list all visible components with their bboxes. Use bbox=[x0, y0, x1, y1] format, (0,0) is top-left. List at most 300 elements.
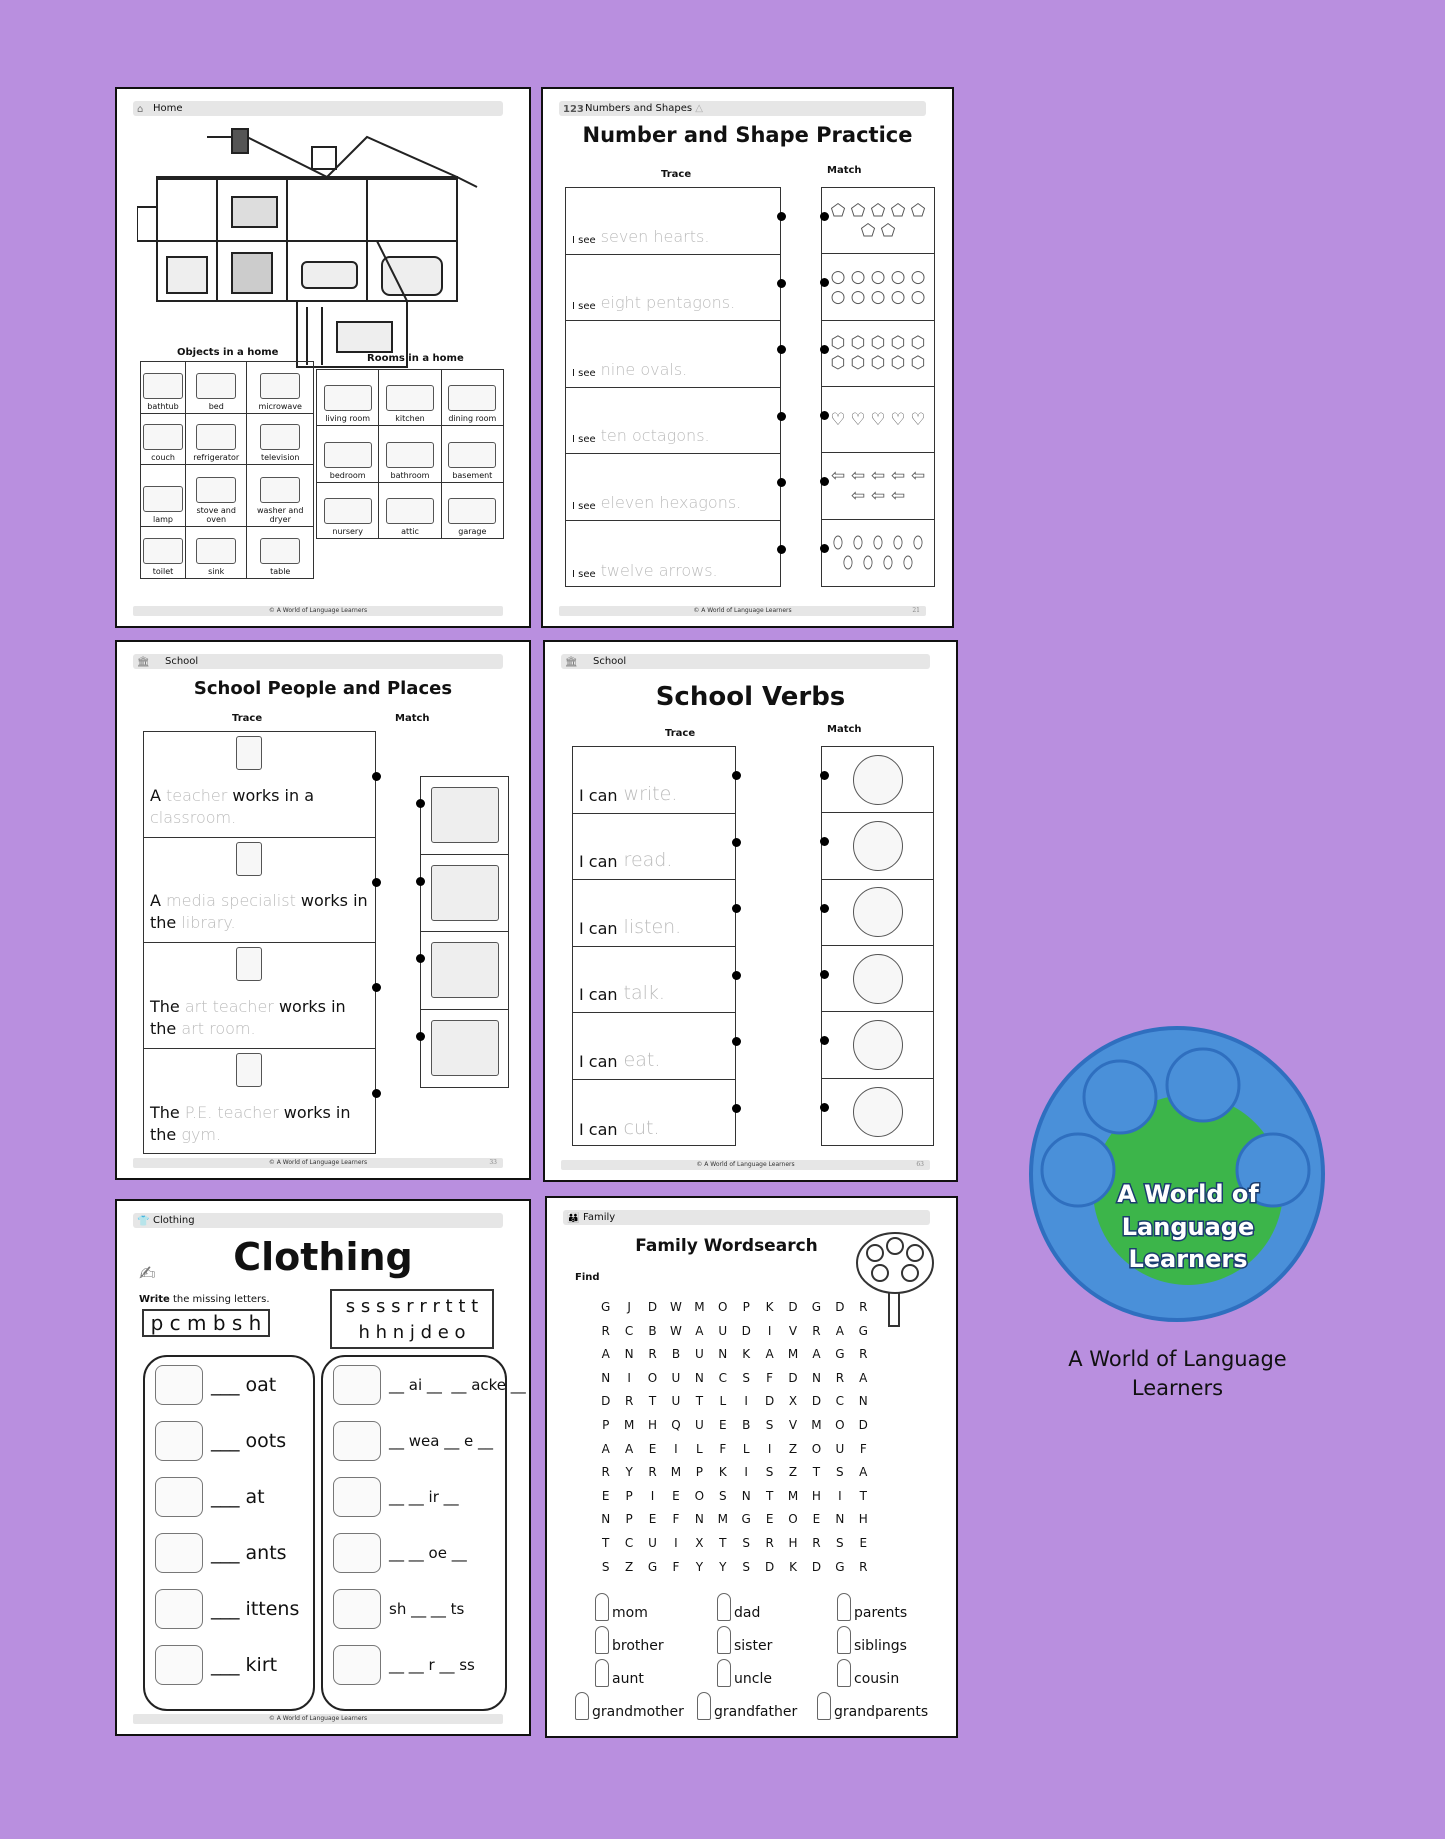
grid-letter[interactable]: E bbox=[765, 1512, 774, 1527]
grid-letter[interactable]: N bbox=[694, 1370, 704, 1385]
grid-letter[interactable]: F bbox=[672, 1559, 680, 1574]
grid-letter[interactable]: N bbox=[624, 1347, 634, 1362]
grid-letter[interactable]: E bbox=[672, 1488, 680, 1503]
missing-letters-word[interactable]: ___ at bbox=[211, 1486, 265, 1508]
grid-cell bbox=[141, 362, 186, 414]
grid-letter[interactable]: T bbox=[812, 1465, 821, 1480]
missing-letters-word[interactable]: __ ai __ __ acke __ bbox=[389, 1376, 526, 1394]
traced-text: P.E. teacher bbox=[184, 1103, 279, 1122]
word-item bbox=[595, 1593, 648, 1621]
grid-letter[interactable]: D bbox=[835, 1300, 845, 1314]
page-footer bbox=[133, 1158, 503, 1168]
table-row bbox=[317, 370, 504, 426]
illustration bbox=[260, 477, 300, 503]
objects-table bbox=[140, 361, 314, 579]
grid-letter[interactable]: D bbox=[788, 1370, 798, 1385]
sentence-prefix: I see bbox=[572, 301, 596, 313]
page-title: School People and Places bbox=[193, 678, 453, 699]
grid-letter[interactable]: M bbox=[623, 1417, 635, 1432]
grid-letter[interactable]: I bbox=[627, 1370, 631, 1385]
grid-letter[interactable]: R bbox=[648, 1465, 657, 1480]
grid-letter[interactable]: B bbox=[648, 1323, 657, 1338]
grid-letter[interactable]: R bbox=[601, 1323, 610, 1338]
grid-letter[interactable]: D bbox=[764, 1394, 775, 1409]
grid-letter[interactable]: T bbox=[648, 1394, 657, 1409]
grid-letter[interactable]: T bbox=[695, 1394, 704, 1409]
grid-letter[interactable]: G bbox=[835, 1347, 845, 1362]
page-number: 33 bbox=[489, 1159, 497, 1166]
worksheet-clothing bbox=[115, 1199, 531, 1736]
grid-letter[interactable]: E bbox=[718, 1417, 727, 1432]
match-dot[interactable] bbox=[820, 544, 829, 553]
clothing-illustration bbox=[333, 1477, 381, 1517]
place-picture bbox=[421, 932, 508, 1010]
sentence-text: works in the bbox=[150, 996, 346, 1038]
clothing-item bbox=[323, 1589, 505, 1629]
grid-letter[interactable]: D bbox=[788, 1300, 798, 1314]
match-dot[interactable] bbox=[732, 1104, 741, 1113]
grid-letter[interactable]: R bbox=[765, 1535, 774, 1550]
grid-letter[interactable]: R bbox=[835, 1370, 845, 1385]
grid-letter[interactable]: A bbox=[601, 1441, 610, 1456]
grid-letter[interactable]: I bbox=[744, 1394, 748, 1409]
illustration bbox=[448, 385, 496, 411]
match-dot[interactable] bbox=[777, 412, 786, 421]
grid-letter[interactable]: T bbox=[765, 1488, 774, 1503]
grid-letter[interactable]: I bbox=[767, 1441, 772, 1456]
shape-icon: ⇦ bbox=[830, 465, 846, 486]
grid-letter[interactable]: D bbox=[811, 1394, 822, 1409]
match-dot[interactable] bbox=[820, 1036, 829, 1045]
match-dot[interactable] bbox=[416, 799, 425, 808]
page-footer bbox=[133, 606, 503, 616]
grid-cell bbox=[441, 426, 503, 482]
grid-letter[interactable]: S bbox=[718, 1488, 727, 1503]
missing-letters-word[interactable]: ___ ittens bbox=[211, 1598, 300, 1620]
grid-letter[interactable]: D bbox=[601, 1394, 611, 1409]
item-label: sink bbox=[208, 567, 225, 576]
grid-letter[interactable]: U bbox=[835, 1441, 845, 1456]
match-dot[interactable] bbox=[820, 477, 829, 486]
action-picture bbox=[822, 1079, 933, 1145]
grid-letter[interactable]: P bbox=[742, 1300, 750, 1314]
grid-letter[interactable]: E bbox=[648, 1512, 657, 1527]
grid-letter[interactable]: Z bbox=[625, 1559, 634, 1574]
copyright: © A World of Language Learners bbox=[268, 1159, 368, 1166]
illustration bbox=[260, 373, 300, 399]
grid-letter[interactable]: I bbox=[674, 1441, 678, 1456]
trace-row bbox=[573, 880, 735, 947]
grid-letter[interactable]: I bbox=[767, 1323, 772, 1338]
grid-letter[interactable]: S bbox=[765, 1465, 774, 1480]
clothing-item bbox=[323, 1365, 526, 1405]
brand-caption bbox=[1030, 1345, 1325, 1403]
page-title: Family Wordsearch bbox=[635, 1236, 818, 1256]
grid-letter[interactable]: H bbox=[648, 1417, 658, 1432]
grid-letter[interactable]: S bbox=[765, 1417, 774, 1432]
grid-letter[interactable]: P bbox=[625, 1488, 633, 1503]
room-illustration bbox=[431, 942, 499, 998]
grid-letter[interactable]: A bbox=[859, 1370, 868, 1385]
grid-letter[interactable]: M bbox=[811, 1417, 822, 1432]
grid-letter[interactable]: A bbox=[835, 1323, 844, 1338]
sentence-text: The bbox=[150, 1103, 185, 1122]
grid-letter[interactable]: G bbox=[647, 1559, 658, 1574]
grid-letter[interactable]: R bbox=[812, 1535, 821, 1550]
grid-letter[interactable]: G bbox=[858, 1323, 868, 1338]
grid-letter[interactable]: W bbox=[670, 1300, 682, 1314]
grid-letter[interactable]: O bbox=[811, 1441, 822, 1456]
grid-letter[interactable]: F bbox=[719, 1441, 727, 1456]
grid-letter[interactable]: P bbox=[695, 1465, 703, 1480]
grid-letter[interactable]: Z bbox=[788, 1465, 798, 1480]
grid-letter[interactable]: W bbox=[670, 1323, 682, 1338]
worksheet-home bbox=[115, 87, 531, 628]
match-dot[interactable] bbox=[416, 1032, 425, 1041]
word-item bbox=[595, 1659, 644, 1687]
shape-icon: ⬯ bbox=[862, 552, 874, 573]
grid-letter[interactable]: V bbox=[788, 1323, 798, 1338]
grid-cell bbox=[186, 527, 247, 579]
grid-letter[interactable]: R bbox=[859, 1347, 868, 1362]
grid-letter[interactable]: S bbox=[742, 1535, 750, 1550]
match-dot[interactable] bbox=[820, 278, 829, 287]
grid-letter[interactable]: S bbox=[742, 1370, 750, 1385]
shape-icon: ⬠ bbox=[830, 200, 846, 221]
sentence-text: A bbox=[150, 785, 167, 805]
grid-letter[interactable]: S bbox=[601, 1559, 610, 1574]
grid-letter[interactable]: J bbox=[627, 1300, 631, 1314]
match-dot[interactable] bbox=[820, 345, 829, 354]
missing-letters-word[interactable]: __ __ ir __ bbox=[389, 1488, 459, 1506]
match-dot[interactable] bbox=[732, 771, 741, 780]
shape-icon: ○ bbox=[870, 286, 886, 307]
grid-letter[interactable]: Y bbox=[625, 1465, 633, 1480]
grid-letter[interactable]: D bbox=[764, 1559, 775, 1574]
grid-letter[interactable]: P bbox=[625, 1512, 633, 1527]
grid-letter[interactable]: T bbox=[719, 1535, 727, 1550]
grid-letter[interactable]: T bbox=[602, 1535, 610, 1550]
grid-letter[interactable]: P bbox=[602, 1417, 610, 1432]
illustration bbox=[143, 538, 183, 564]
grid-letter[interactable]: Y bbox=[719, 1559, 727, 1574]
match-dot[interactable] bbox=[732, 904, 741, 913]
grid-letter[interactable]: F bbox=[672, 1512, 680, 1527]
match-dot[interactable] bbox=[820, 1103, 829, 1112]
grid-letter[interactable]: N bbox=[601, 1370, 611, 1385]
trace-label: Trace bbox=[232, 713, 263, 724]
grid-letter[interactable]: A bbox=[812, 1347, 821, 1362]
match-dot[interactable] bbox=[372, 1089, 381, 1098]
person-illustration bbox=[236, 947, 262, 981]
family-member-icon bbox=[717, 1626, 731, 1654]
match-dot[interactable] bbox=[777, 478, 786, 487]
person-illustration bbox=[236, 842, 262, 876]
person-illustration bbox=[236, 1053, 262, 1087]
shape-icon: ⬠ bbox=[860, 220, 876, 241]
word-item bbox=[717, 1626, 772, 1654]
grid-cell bbox=[379, 426, 441, 482]
page-header bbox=[563, 1210, 930, 1225]
missing-letters-word[interactable]: __ __ oe __ bbox=[389, 1544, 467, 1562]
item-label: washer and dryer bbox=[256, 506, 304, 525]
clothing-illustration bbox=[333, 1533, 381, 1573]
shape-icon: ⬡ bbox=[890, 333, 906, 354]
grid-letter[interactable]: H bbox=[811, 1488, 821, 1503]
match-dot[interactable] bbox=[372, 772, 381, 781]
shape-group bbox=[822, 321, 934, 387]
grid-letter[interactable]: U bbox=[671, 1394, 681, 1409]
match-dot[interactable] bbox=[820, 212, 829, 221]
grid-letter[interactable]: S bbox=[742, 1559, 750, 1574]
place-picture bbox=[421, 1010, 508, 1088]
grid-letter[interactable]: S bbox=[836, 1465, 844, 1480]
missing-letters-word[interactable]: sh __ __ ts bbox=[389, 1600, 465, 1618]
match-dot[interactable] bbox=[777, 545, 786, 554]
grid-letter[interactable]: A bbox=[695, 1323, 704, 1338]
grid-letter[interactable]: U bbox=[671, 1370, 681, 1385]
missing-letters-word[interactable]: ___ kirt bbox=[211, 1654, 278, 1676]
match-dot[interactable] bbox=[820, 771, 829, 780]
missing-letters-word[interactable]: ___ oat bbox=[211, 1374, 277, 1396]
family-member-icon bbox=[717, 1659, 731, 1687]
traced-text: talk. bbox=[623, 982, 665, 1005]
match-dot[interactable] bbox=[416, 877, 425, 886]
shape-icon: ⬡ bbox=[830, 353, 846, 374]
item-label: couch bbox=[151, 453, 175, 463]
grid-letter[interactable]: D bbox=[647, 1300, 658, 1314]
grid-letter[interactable]: O bbox=[647, 1370, 658, 1385]
sentence-text: works in a bbox=[227, 785, 315, 805]
sentence-prefix: I can bbox=[579, 785, 618, 805]
grid-letter[interactable]: G bbox=[741, 1512, 751, 1527]
match-dot[interactable] bbox=[372, 983, 381, 992]
match-dot[interactable] bbox=[777, 279, 786, 288]
grid-letter[interactable]: K bbox=[789, 1559, 797, 1574]
grid-letter[interactable]: H bbox=[858, 1512, 868, 1527]
grid-letter[interactable]: M bbox=[787, 1347, 799, 1362]
match-dot[interactable] bbox=[820, 837, 829, 846]
match-dot[interactable] bbox=[820, 904, 829, 913]
grid-letter[interactable]: R bbox=[648, 1347, 657, 1362]
grid-letter[interactable]: G bbox=[811, 1300, 822, 1314]
sentence-prefix: I see bbox=[572, 434, 596, 446]
grid-letter[interactable]: N bbox=[811, 1370, 821, 1385]
grid-letter[interactable]: U bbox=[648, 1535, 657, 1550]
grid-letter[interactable]: H bbox=[788, 1535, 798, 1550]
match-dot[interactable] bbox=[372, 878, 381, 887]
grid-letter[interactable]: C bbox=[835, 1394, 845, 1409]
grid-letter[interactable]: D bbox=[858, 1417, 868, 1432]
grid-letter[interactable]: I bbox=[674, 1535, 678, 1550]
missing-letters-word[interactable]: __ __ r __ ss bbox=[389, 1656, 475, 1674]
shape-group bbox=[822, 188, 934, 254]
grid-letter[interactable]: R bbox=[812, 1323, 821, 1338]
grid-letter[interactable]: N bbox=[718, 1347, 728, 1362]
write-hand-icon: ✍ bbox=[139, 1261, 156, 1285]
grid-letter[interactable]: B bbox=[671, 1347, 681, 1362]
traced-text: teacher bbox=[166, 785, 228, 805]
trace-row bbox=[144, 1049, 375, 1155]
action-illustration bbox=[853, 954, 903, 1004]
traced-text: art teacher bbox=[184, 996, 274, 1016]
clothing-item bbox=[145, 1477, 313, 1517]
item-label: bathtub bbox=[147, 401, 179, 411]
grid-letter[interactable]: A bbox=[601, 1347, 610, 1362]
grid-letter[interactable]: M bbox=[717, 1512, 728, 1527]
sentence-text: works in the bbox=[150, 1103, 351, 1144]
illustration bbox=[143, 373, 183, 399]
grid-letter[interactable]: N bbox=[601, 1512, 611, 1527]
family-member-icon bbox=[717, 1593, 731, 1621]
action-illustration bbox=[853, 1020, 903, 1070]
page-title: School Verbs bbox=[655, 682, 846, 712]
grid-letter[interactable]: O bbox=[788, 1512, 798, 1527]
match-dot[interactable] bbox=[732, 971, 741, 980]
grid-letter[interactable]: R bbox=[624, 1394, 634, 1409]
worksheet-family bbox=[545, 1196, 958, 1738]
clothing-left-panel bbox=[143, 1355, 315, 1711]
missing-letters-word[interactable]: __ wea __ e __ bbox=[389, 1432, 493, 1450]
family-member-icon bbox=[595, 1593, 609, 1621]
action-picture bbox=[822, 747, 933, 813]
word-item bbox=[837, 1659, 899, 1687]
sentence bbox=[150, 1102, 369, 1146]
match-dot[interactable] bbox=[416, 954, 425, 963]
traced-text: eleven hexagons. bbox=[600, 492, 742, 512]
match-dot[interactable] bbox=[732, 1037, 741, 1046]
triangle-icon: △ bbox=[695, 103, 703, 114]
grid-letter[interactable]: D bbox=[811, 1559, 822, 1574]
missing-letters-word[interactable]: ___ oots bbox=[211, 1430, 287, 1452]
grid-letter[interactable]: F bbox=[766, 1370, 774, 1385]
grid-letter[interactable]: O bbox=[835, 1417, 845, 1432]
clothing-illustration bbox=[333, 1589, 381, 1629]
sentence-prefix: I can bbox=[579, 852, 618, 872]
rooms-table bbox=[316, 369, 504, 539]
grid-letter[interactable]: E bbox=[812, 1512, 821, 1527]
grid-letter[interactable]: Q bbox=[671, 1417, 681, 1432]
match-dot[interactable] bbox=[820, 411, 829, 420]
grid-letter[interactable]: K bbox=[765, 1300, 774, 1314]
grid-letter[interactable]: T bbox=[859, 1488, 867, 1503]
family-member-icon bbox=[697, 1692, 711, 1720]
grid-letter[interactable]: A bbox=[625, 1441, 634, 1456]
grid-letter[interactable]: M bbox=[694, 1300, 705, 1314]
word-label: brother bbox=[612, 1638, 664, 1654]
traced-text: eat. bbox=[623, 1048, 661, 1071]
grid-letter[interactable]: R bbox=[859, 1559, 868, 1574]
word-label: parents bbox=[854, 1605, 908, 1621]
numbers-icon: 123 bbox=[563, 104, 584, 115]
grid-letter[interactable]: G bbox=[601, 1300, 611, 1314]
shape-icon: ○ bbox=[910, 266, 926, 287]
grid-letter[interactable]: C bbox=[624, 1323, 634, 1338]
match-dot[interactable] bbox=[777, 345, 786, 354]
missing-letters-word[interactable]: ___ ants bbox=[211, 1542, 287, 1564]
shape-icon: ○ bbox=[850, 266, 866, 287]
sentence bbox=[150, 996, 369, 1040]
grid-letter[interactable]: B bbox=[742, 1417, 751, 1432]
page-header bbox=[559, 101, 926, 116]
grid-letter[interactable]: I bbox=[838, 1488, 842, 1503]
grid-letter[interactable]: V bbox=[788, 1417, 798, 1432]
grid-letter[interactable]: U bbox=[718, 1323, 728, 1338]
grid-letter[interactable]: L bbox=[742, 1441, 750, 1456]
grid-letter[interactable]: F bbox=[859, 1441, 867, 1456]
clothing-illustration bbox=[155, 1421, 203, 1461]
grid-letter[interactable]: N bbox=[741, 1488, 751, 1503]
shape-group bbox=[822, 254, 934, 320]
grid-letter[interactable]: X bbox=[695, 1535, 704, 1550]
grid-letter[interactable]: U bbox=[694, 1347, 704, 1362]
grid-letter[interactable]: S bbox=[836, 1535, 844, 1550]
grid-cell bbox=[317, 426, 379, 482]
grid-letter[interactable]: D bbox=[741, 1323, 751, 1338]
house-cutaway-illustration bbox=[137, 117, 517, 369]
grid-letter[interactable]: A bbox=[859, 1465, 868, 1480]
shape-icon: ⬠ bbox=[880, 220, 896, 241]
grid-letter[interactable]: M bbox=[670, 1465, 682, 1480]
grid-letter[interactable]: R bbox=[601, 1465, 610, 1480]
grid-letter[interactable]: M bbox=[787, 1488, 799, 1503]
grid-letter[interactable]: A bbox=[765, 1347, 774, 1362]
action-illustration bbox=[853, 887, 903, 937]
grid-letter[interactable]: X bbox=[788, 1394, 798, 1409]
grid-letter[interactable]: N bbox=[858, 1394, 868, 1409]
grid-letter[interactable]: O bbox=[694, 1488, 705, 1503]
match-column bbox=[420, 776, 509, 1088]
traced-text: library. bbox=[181, 913, 236, 932]
grid-letter[interactable]: U bbox=[694, 1417, 704, 1432]
grid-letter[interactable]: I bbox=[744, 1465, 748, 1480]
grid-letter[interactable]: Z bbox=[788, 1441, 798, 1456]
grid-letter[interactable]: L bbox=[719, 1394, 727, 1409]
word-item bbox=[817, 1692, 928, 1720]
grid-letter[interactable]: I bbox=[650, 1488, 655, 1503]
clothing-illustration bbox=[155, 1589, 203, 1629]
shape-icon: ⇦ bbox=[870, 465, 886, 486]
grid-letter[interactable]: G bbox=[835, 1559, 845, 1574]
grid-letter[interactable]: Y bbox=[695, 1559, 704, 1574]
grid-letter[interactable]: R bbox=[859, 1300, 868, 1314]
grid-letter[interactable]: E bbox=[601, 1488, 610, 1503]
letter-bank-line: s s s s r r r t t t bbox=[345, 1296, 479, 1317]
match-dot[interactable] bbox=[777, 212, 786, 221]
match-dot[interactable] bbox=[732, 838, 741, 847]
shape-icon: ⬠ bbox=[870, 200, 886, 221]
grid-letter[interactable]: E bbox=[648, 1441, 657, 1456]
header-label: Clothing bbox=[153, 1215, 195, 1226]
grid-letter[interactable]: L bbox=[696, 1441, 703, 1456]
grid-letter[interactable]: K bbox=[742, 1347, 751, 1362]
grid-letter[interactable]: O bbox=[718, 1300, 728, 1314]
grid-letter[interactable]: E bbox=[859, 1535, 868, 1550]
grid-letter[interactable]: C bbox=[624, 1535, 634, 1550]
house-icon: ⌂ bbox=[137, 104, 144, 115]
item-label: toilet bbox=[152, 567, 174, 576]
traced-text: write. bbox=[623, 782, 678, 805]
grid-cell bbox=[379, 370, 441, 426]
grid-letter[interactable]: K bbox=[718, 1465, 727, 1480]
word-label: dad bbox=[734, 1605, 761, 1621]
trace-row bbox=[144, 943, 375, 1049]
match-dot[interactable] bbox=[820, 970, 829, 979]
grid-letter[interactable]: N bbox=[835, 1512, 845, 1527]
grid-letter[interactable]: N bbox=[694, 1512, 704, 1527]
grid-letter[interactable]: C bbox=[718, 1370, 727, 1385]
worksheet-school-verbs bbox=[543, 640, 958, 1182]
